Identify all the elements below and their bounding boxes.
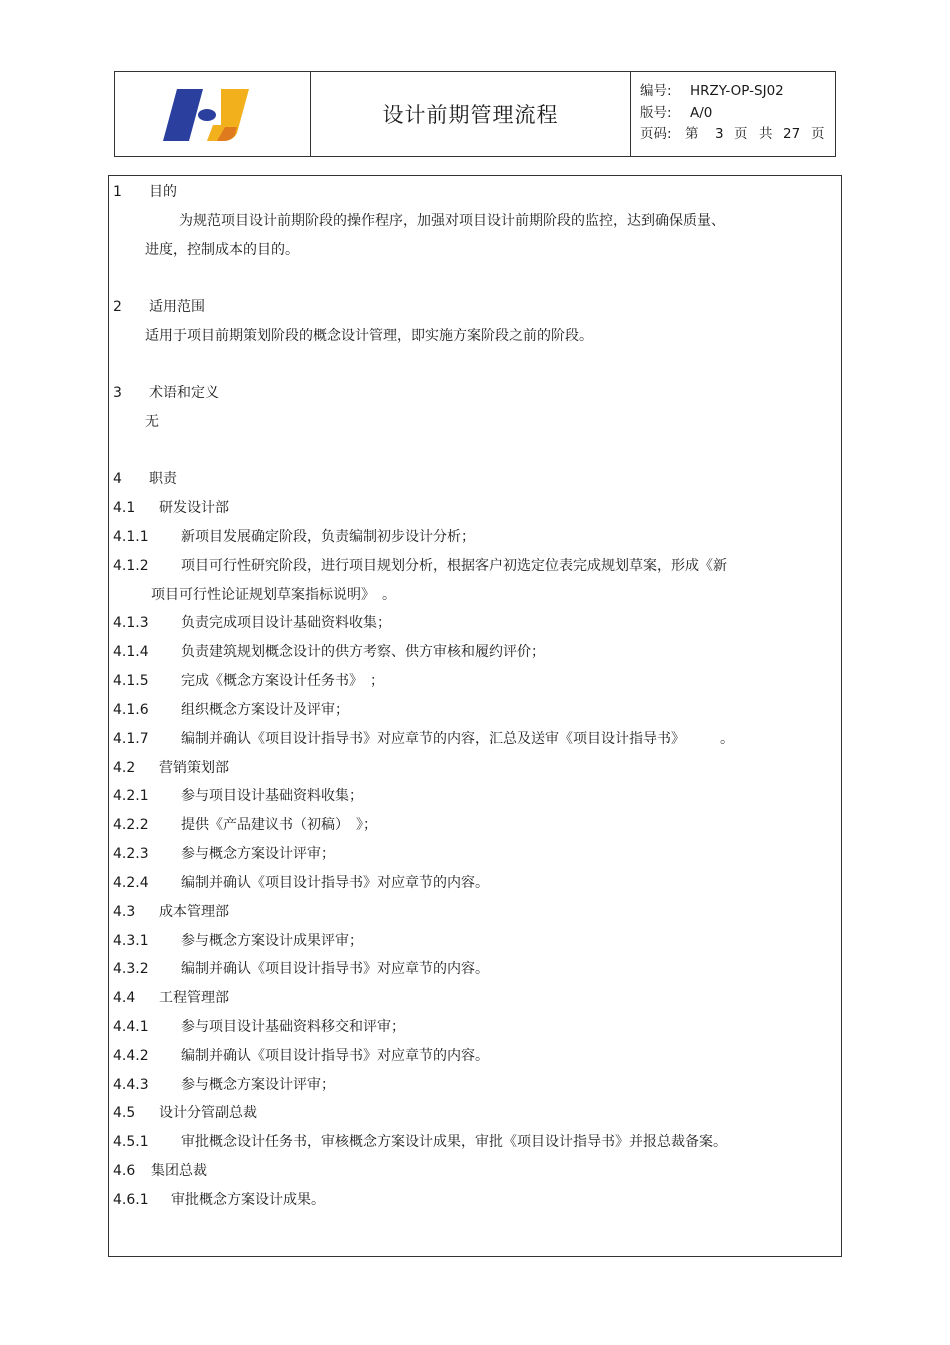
item-text: 审批概念方案设计成果。 (171, 1192, 325, 1208)
page-suffix: 页 (811, 126, 825, 142)
item-text: 新项目发展确定阶段，负责编制初步设计分析； (181, 529, 475, 545)
item-number: 4.4.3 (113, 1077, 149, 1093)
item-number: 4.1.7 (113, 731, 149, 747)
item-text: 编制并确认《项目设计指导书》对应章节的内容。 (181, 875, 489, 891)
item-number: 4.2.1 (113, 788, 149, 804)
item-number: 4.1.2 (113, 558, 149, 574)
item-text: 提供《产品建议书（初稿） 》； (181, 817, 377, 833)
subsection-number: 4.3 (113, 904, 136, 920)
item-text: 参与项目设计基础资料移交和评审； (181, 1019, 405, 1035)
item-number: 4.3.1 (113, 933, 149, 949)
section-number: 4 (113, 471, 122, 487)
item-number: 4.5.1 (113, 1134, 149, 1150)
item-text: 参与概念方案设计成果评审； (181, 933, 363, 949)
item-number: 4.2.2 (113, 817, 149, 833)
meta-cell (631, 72, 835, 156)
company-logo (159, 83, 259, 147)
subsection-number: 4.2 (113, 760, 136, 776)
page-mid: 页 (734, 126, 748, 142)
subsection-title: 营销策划部 (159, 760, 229, 776)
version-label: 版号: (640, 104, 672, 121)
paragraph-text: 适用于项目前期策划阶段的概念设计管理，即实施方案阶段之前的阶段。 (145, 328, 593, 344)
item-text: 项目可行性论证规划草案指标说明》 。 (151, 587, 396, 603)
subsection-number: 4.1 (113, 500, 136, 516)
item-number: 4.1.6 (113, 702, 149, 718)
paragraph-text: 为规范项目设计前期阶段的操作程序，加强对项目设计前期阶段的监控，达到确保质量、 (179, 213, 725, 229)
subsection-title: 成本管理部 (159, 904, 229, 920)
item-text: 负责完成项目设计基础资料收集； (181, 615, 391, 631)
item-text: 审批概念设计任务书，审核概念方案设计成果，审批《项目设计指导书》并报总裁备案。 (181, 1134, 727, 1150)
version-value: A/0 (690, 104, 713, 121)
item-number: 4.1.1 (113, 529, 149, 545)
section-number: 2 (113, 299, 122, 315)
item-number: 4.2.4 (113, 875, 149, 891)
section-number: 1 (113, 184, 122, 200)
subsection-number: 4.6 (113, 1163, 136, 1179)
item-text: 组织概念方案设计及评审； (181, 702, 349, 718)
subsection-title: 研发设计部 (159, 500, 229, 516)
section-number: 3 (113, 385, 122, 401)
paragraph-text: 进度，控制成本的目的。 (145, 242, 299, 258)
item-number: 4.1.4 (113, 644, 149, 660)
item-number: 4.1.3 (113, 615, 149, 631)
subsection-title: 集团总裁 (151, 1163, 207, 1179)
title-cell (311, 72, 631, 156)
subsection-title: 工程管理部 (159, 990, 229, 1006)
item-text: 负责建筑规划概念设计的供方考察、供方审核和履约评价； (181, 644, 545, 660)
document-header (114, 71, 836, 157)
page-current: 3 (715, 126, 724, 142)
item-text: 编制并确认《项目设计指导书》对应章节的内容。 (181, 1048, 489, 1064)
page-label: 页码: (640, 126, 672, 142)
item-text: 参与项目设计基础资料收集； (181, 788, 363, 804)
item-text: 参与概念方案设计评审； (181, 1077, 335, 1093)
document-body (108, 175, 842, 1257)
item-number: 4.4.1 (113, 1019, 149, 1035)
item-number: 4.4.2 (113, 1048, 149, 1064)
item-number: 4.2.3 (113, 846, 149, 862)
item-number: 4.1.5 (113, 673, 149, 689)
section-title: 职责 (149, 471, 177, 487)
subsection-number: 4.5 (113, 1105, 136, 1121)
item-number: 4.3.2 (113, 961, 149, 977)
item-text: 编制并确认《项目设计指导书》对应章节的内容，汇总及送审《项目设计指导书》 。 (181, 731, 734, 747)
doc-number-label: 编号: (640, 83, 672, 99)
item-text: 参与概念方案设计评审； (181, 846, 335, 862)
page-total: 27 (783, 126, 801, 142)
item-text: 编制并确认《项目设计指导书》对应章节的内容。 (181, 961, 489, 977)
item-number: 4.6.1 (113, 1192, 149, 1208)
document-title: 设计前期管理流程 (382, 103, 559, 127)
subsection-title: 设计分管副总裁 (159, 1105, 257, 1121)
page-total-prefix: 共 (759, 126, 773, 142)
section-title: 术语和定义 (149, 385, 219, 401)
page-row (640, 124, 835, 146)
section-title: 目的 (149, 184, 177, 200)
logo-cell (115, 72, 311, 156)
section-title: 适用范围 (149, 299, 205, 315)
doc-number-row (640, 81, 835, 103)
page-prefix: 第 (685, 126, 699, 142)
version-row (640, 103, 835, 125)
doc-number-value: HRZY-OP-SJ02 (690, 83, 784, 99)
item-text: 项目可行性研究阶段，进行项目规划分析，根据客户初选定位表完成规划草案，形成《新 (181, 558, 727, 574)
subsection-number: 4.4 (113, 990, 136, 1006)
item-text: 完成《概念方案设计任务书》 ； (181, 673, 384, 689)
paragraph-text: 无 (145, 414, 159, 430)
